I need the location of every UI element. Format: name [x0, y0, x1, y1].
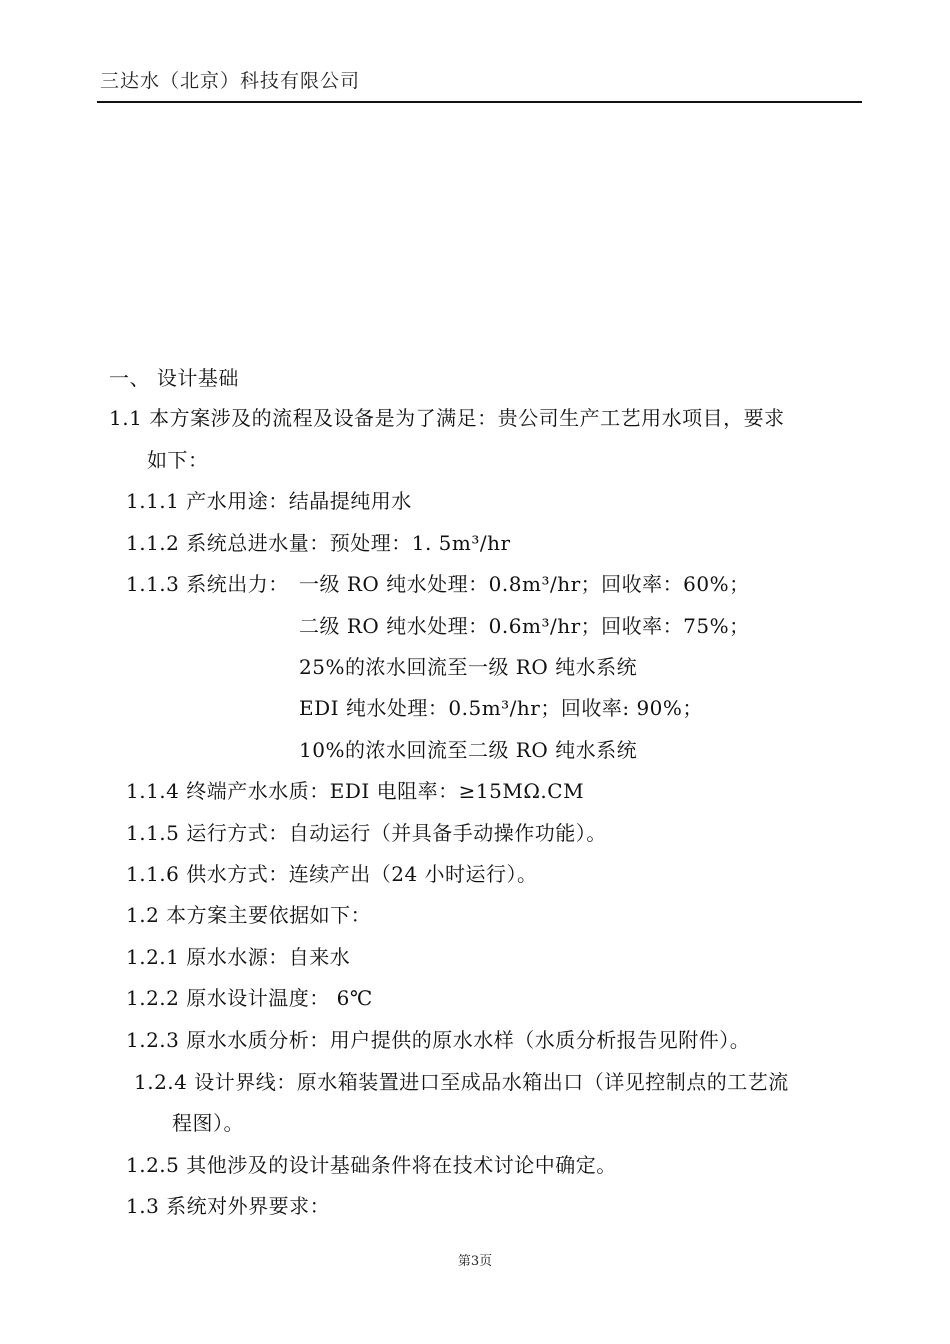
page-number: 第3页: [457, 1254, 493, 1269]
item-1-1-3-line-b: 二级 RO 纯水处理：0.6m³/hr；回收率：75%；: [299, 614, 750, 638]
item-1-1-3-line-a: 一级 RO 纯水处理：0.8m³/hr；回收率：60%；: [299, 572, 750, 596]
item-1-2-5: 1.2.5 其他涉及的设计基础条件将在技术讨论中确定。: [126, 1153, 617, 1177]
item-1-1-1: 1.1.1 产水用途：结晶提纯用水: [126, 489, 412, 513]
item-1-1-5: 1.1.5 运行方式：自动运行（并具备手动操作功能）。: [126, 821, 607, 845]
item-1-1-3-line-e: 10%的浓水回流至二级 RO 纯水系统: [299, 738, 638, 762]
section-title: 一、 设计基础: [109, 366, 239, 390]
item-1-2-4-line-1: 1.2.4 设计界线：原水箱装置进口至成品水箱出口（详见控制点的工艺流: [134, 1070, 789, 1094]
item-1-2-4-line-2: 程图）。: [172, 1111, 244, 1135]
item-1-1-6: 1.1.6 供水方式：连续产出（24 小时运行）。: [126, 862, 538, 886]
item-1-1-2: 1.1.2 系统总进水量：预处理：1. 5m³/hr: [126, 531, 511, 555]
company-header: 三达水（北京）科技有限公司: [100, 70, 361, 92]
item-1-1-3-line-d: EDI 纯水处理：0.5m³/hr；回收率: 90%；: [299, 696, 703, 720]
item-1-2-3: 1.2.3 原水水质分析：用户提供的原水水样（水质分析报告见附件）。: [126, 1028, 751, 1052]
paragraph-1-1-line-2: 如下：: [147, 448, 209, 472]
paragraph-1-1-line-1: 1.1 本方案涉及的流程及设备是为了满足：贵公司生产工艺用水项目，要求: [109, 406, 785, 430]
item-1-1-4: 1.1.4 终端产水水质：EDI 电阻率：≥15MΩ.CM: [126, 779, 585, 803]
item-1-1-3-label: 1.1.3 系统出力：: [126, 572, 289, 596]
item-1-3: 1.3 系统对外界要求：: [126, 1194, 331, 1218]
item-1-2: 1.2 本方案主要依据如下：: [126, 903, 372, 927]
item-1-1-3-line-c: 25%的浓水回流至一级 RO 纯水系统: [299, 655, 638, 679]
item-1-2-1: 1.2.1 原水水源：自来水: [126, 945, 351, 969]
item-1-2-2: 1.2.2 原水设计温度： 6℃: [126, 986, 373, 1010]
header-divider: [97, 101, 862, 103]
